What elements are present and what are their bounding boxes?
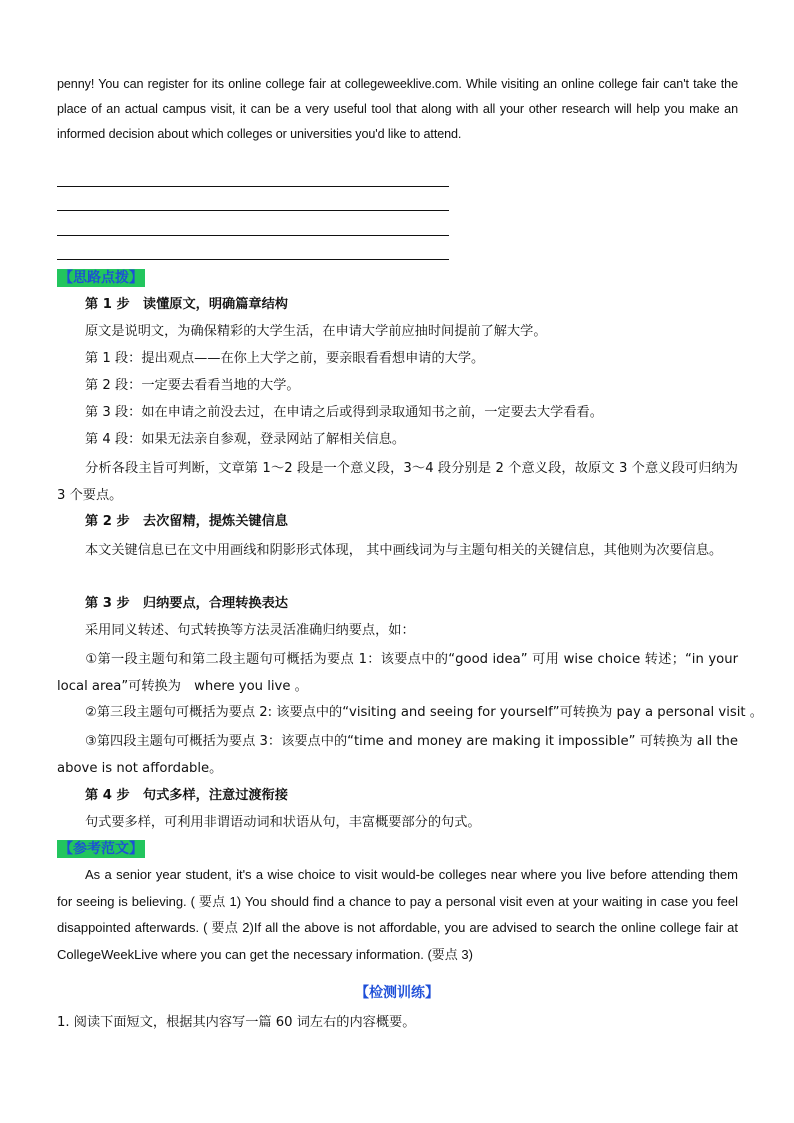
point3-paragraph: ③第四段主题句可概括为要点 3：该要点中的“time and money are making it impossible” 可转换为 all the above is not affordable。 xyxy=(57,734,738,776)
sample-tag: 【参考范文】 xyxy=(59,841,143,857)
para2-summary: 第 2 段：一定要去看看当地的大学。 xyxy=(85,378,300,393)
step1-intro: 原文是说明文，为确保精彩的大学生活，在申请大学前应抽时间提前了解大学。 xyxy=(85,324,547,339)
practice-title: 【检测训练】 xyxy=(355,985,439,1001)
intro-paragraph: penny! You can register for its online college fair at collegeweeklive.com. While visiting an online college fair can't take the place of an actual campus visit, it can be a very useful tool that along with all your other research will help you make an informed decision about which colleges or universities you'd like to attend. xyxy=(57,77,738,141)
step4-title: 第 4 步 句式多样，注意过渡衔接 xyxy=(85,788,288,803)
step2-paragraph: 本文关键信息已在文中用画线和阴影形式体现， 其中画线词为与主题句相关的关键信息，其他则为次要信息。 xyxy=(85,543,723,558)
para1-summary: 第 1 段：提出观点——在你上大学之前，要亲眼看看想申请的大学。 xyxy=(85,351,485,366)
answer-line-4[interactable] xyxy=(57,259,449,260)
step2-title: 第 2 步 去次留精，提炼关键信息 xyxy=(85,514,288,529)
answer-line-3[interactable] xyxy=(57,235,449,236)
guide-tag: 【思路点拨】 xyxy=(59,270,143,286)
step3-title: 第 3 步 归纳要点，合理转换表达 xyxy=(85,596,288,611)
practice-instruction: 1. 阅读下面短文，根据其内容写一篇 60 词左右的内容概要。 xyxy=(57,1015,416,1030)
para3-summary: 第 3 段：如在申请之前没去过，在申请之后或得到录取通知书之前，一定要去大学看看。 xyxy=(85,405,603,420)
sample-essay: As a senior year student, it's a wise choice to visit would-be colleges near where you live before attending them for seeing is believing. ( 要点 1) You should find a chance to pay a personal visit even at your waiting in case you feel disappointed afterwards. ( 要点 2)If all the above is not affordable, you are advised to search the online college fair at CollegeWeekLive where you can get the necessary information. (要点 3) xyxy=(57,867,738,962)
para4-summary: 第 4 段：如果无法亲自参观，登录网站了解相关信息。 xyxy=(85,432,406,447)
step1-title: 第 1 步 读懂原文，明确篇章结构 xyxy=(85,297,288,312)
point2-line: ②第三段主题句可概括为要点 2: 该要点中的“visiting and seeing for yourself”可转换为 pay a personal visit 。 xyxy=(85,705,763,720)
point1-paragraph: ①第一段主题句和第二段主题句可概括为要点 1：该要点中的“good idea” 可用 wise choice 转述；“in your local area”可转换为 where you live 。 xyxy=(57,652,738,694)
answer-line-1[interactable] xyxy=(57,186,449,187)
analysis-paragraph: 分析各段主旨可判断，文章第 1～2 段是一个意义段，3～4 段分别是 2 个意义段，故原文 3 个意义段可归纳为 3 个要点。 xyxy=(57,461,738,503)
step3-intro: 采用同义转述、句式转换等方法灵活准确归纳要点，如： xyxy=(85,623,415,638)
step4-text: 句式要多样，可利用非谓语动词和状语从句，丰富概要部分的句式。 xyxy=(85,815,481,830)
answer-line-2[interactable] xyxy=(57,210,449,211)
